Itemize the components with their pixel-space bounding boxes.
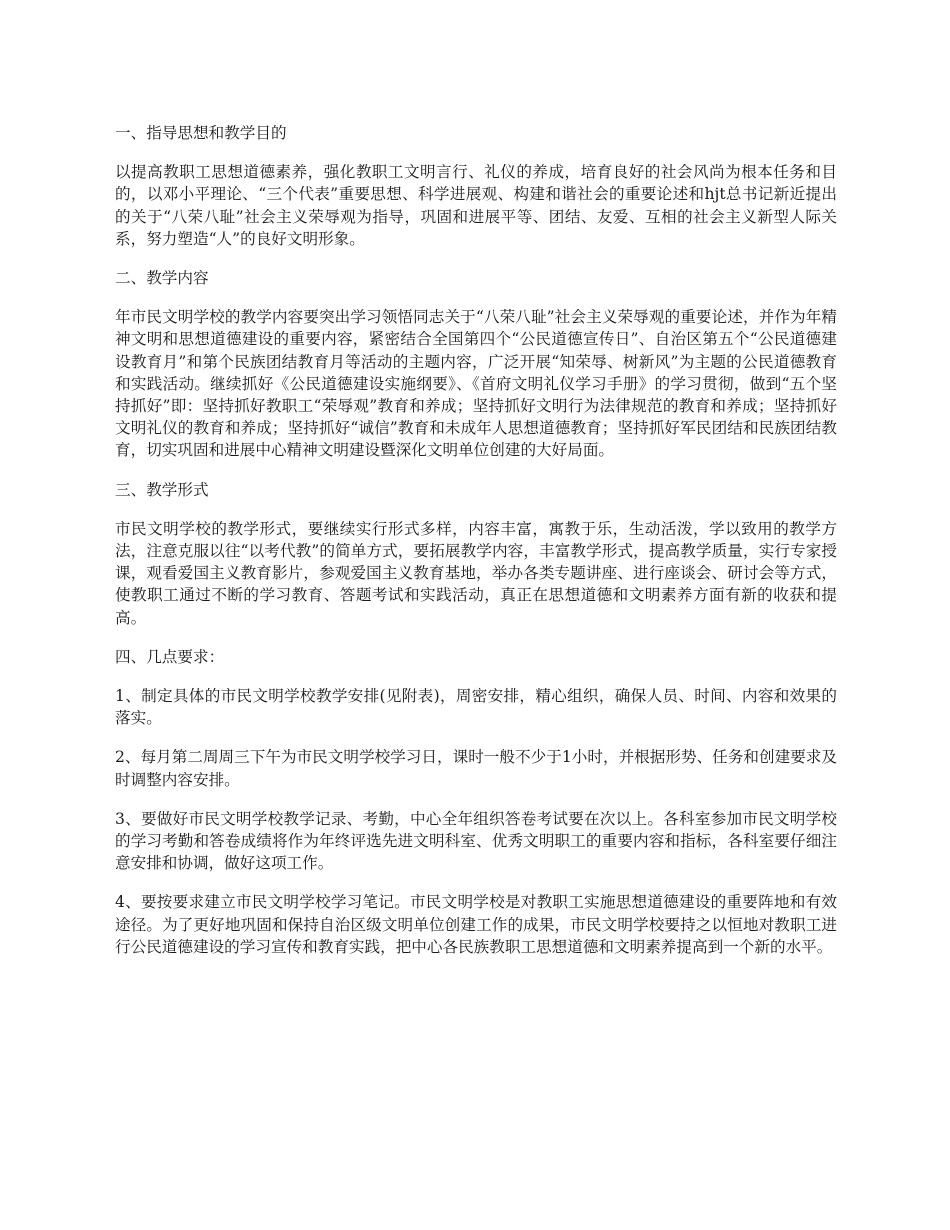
section-heading-teaching-form: 三、教学形式	[115, 480, 209, 499]
requirement-item-4: 4、要按要求建立市民文明学校学习笔记。市民文明学校是对教职工实施思想道德建设的重要阵地和有效途径。为了更好地巩固和保持自治区级文明单位创建工作的成果，市民文明学校要持之以恒地对教职工进行公民道德建设的学习宣传和教育实践，把中心各民族教职工思想道德和文明素养提高到一个新的水平。	[115, 893, 837, 956]
requirement-item-3: 3、要做好市民文明学校教学记录、考勤，中心全年组织答卷考试要在次以上。各科室参加市民文明学校的学习考勤和答卷成绩将作为年终评选先进文明科室、优秀文明职工的重要内容和指标，各科室要仔细注意安排和协调，做好这项工作。	[115, 809, 837, 873]
paragraph-teaching-form: 市民文明学校的教学形式，要继续实行形式多样，内容丰富，寓教于乐，生动活泼，学以致用的教学方法，注意克服以往“以考代教”的简单方式，要拓展教学内容，丰富教学形式，提高教学质量，实行专家授课，观看爱国主义教育影片，参观爱国主义教育基地，举办各类专题讲座、进行座谈会、研讨会等方式，使教职工通过不断的学习教育、答题考试和实践活动，真正在思想道德和文明素养方面有新的收获和提高。	[115, 519, 837, 627]
paragraph-guiding-thought: 以提高教职工思想道德素养，强化教职工文明言行、礼仪的养成，培育良好的社会风尚为根本任务和目的，以邓小平理论、“三个代表”重要思想、科学进展观、构建和谐社会的重要论述和hjt总书记新近提出的关于“八荣八耻”社会主义荣辱观为指导，巩固和进展平等、团结、友爱、互相的社会主义新型人际关系，努力塑造“人”的良好文明形象。	[115, 163, 837, 248]
requirement-item-1: 1、制定具体的市民文明学校教学安排(见附表)，周密安排，精心组织，确保人员、时间、内容和效果的落实。	[115, 687, 837, 728]
section-heading-requirements: 四、几点要求：	[115, 647, 225, 666]
section-heading-guiding-thought: 一、指导思想和教学目的	[115, 124, 287, 142]
requirement-item-2: 2、每月第二周周三下午为市民文明学校学习日，课时一般不少于1小时，并根据形势、任务和创建要求及时调整内容安排。	[115, 748, 837, 789]
section-heading-teaching-content: 二、教学内容	[115, 269, 209, 288]
document-body	[115, 122, 837, 975]
paragraph-teaching-content: 年市民文明学校的教学内容要突出学习领悟同志关于“八荣八耻”社会主义荣辱观的重要论述，并作为年精神文明和思想道德建设的重要内容，紧密结合全国第四个“公民道德宣传日”、自治区第五个“公民道德建设教育月”和第个民族团结教育月等活动的主题内容，广泛开展“知荣辱、树新风”为主题的公民道德教育和实践活动。继续抓好《公民道德建设实施纲要》、《首府文明礼仪学习手册》的学习贯彻，做到“五个坚持抓好”即：坚持抓好教职工“荣辱观”教育和养成；坚持抓好文明行为法律规范的教育和养成；坚持抓好文明礼仪的教育和养成；坚持抓好“诚信”教育和未成年人思想道德教育；坚持抓好军民团结和民族团结教育，切实巩固和进展中心精神文明建设暨深化文明单位创建的大好局面。	[115, 308, 837, 460]
